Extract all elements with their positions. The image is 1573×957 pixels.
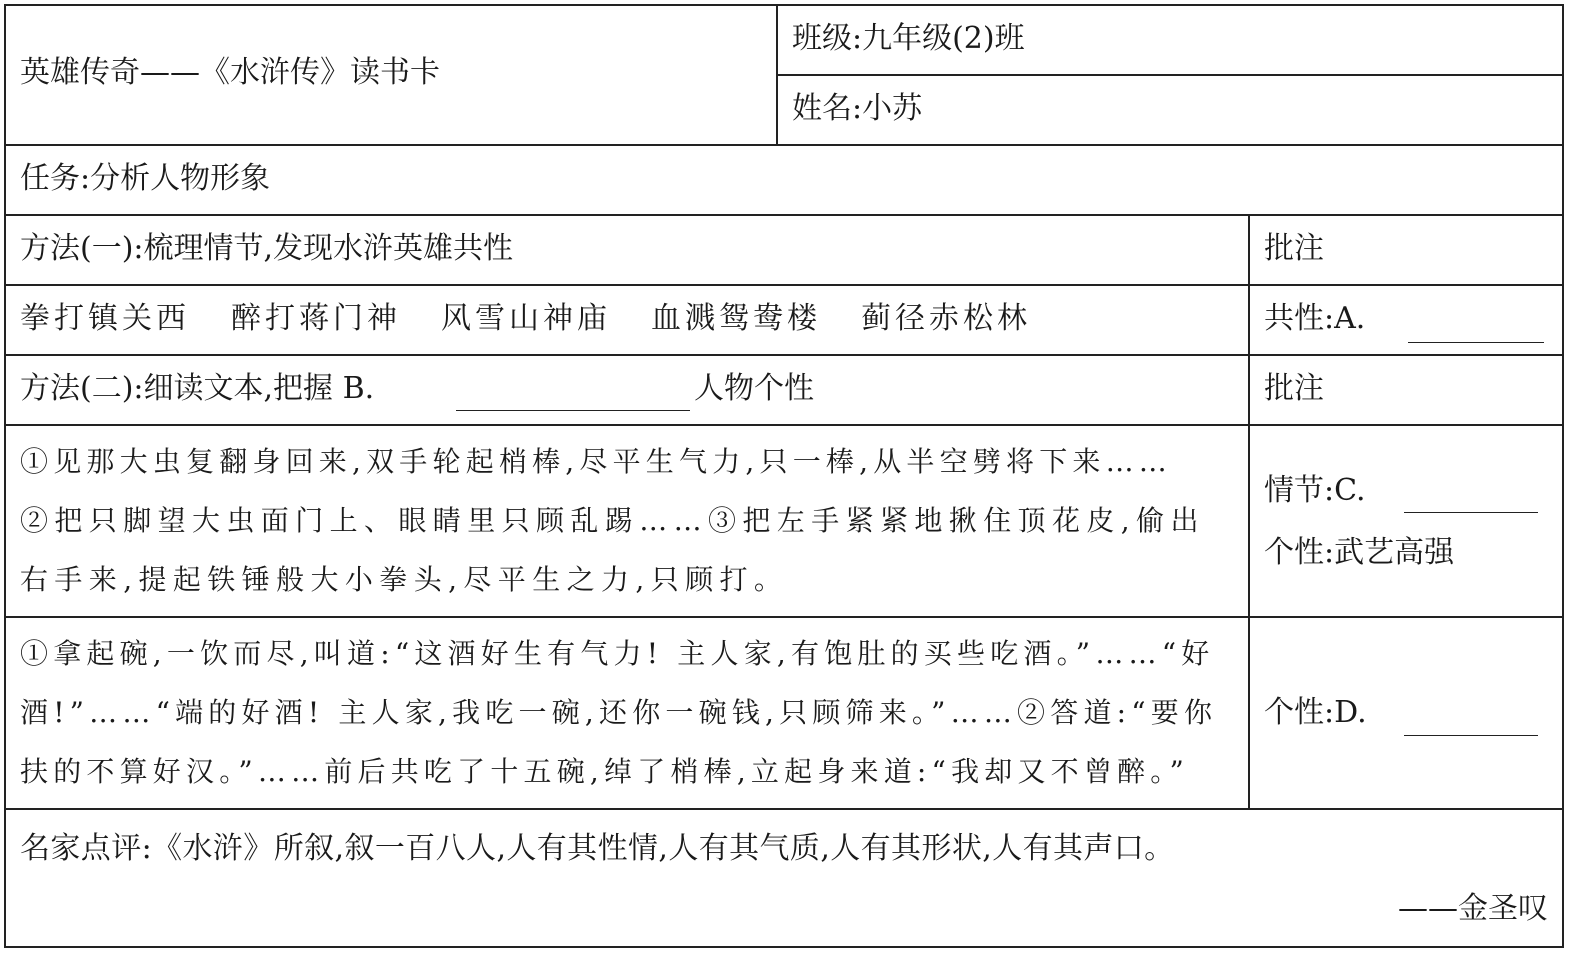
passage-line: ①见那大虫复翻身回来,双手轮起梢棒,尽平生气力,只一棒,从半空劈将下来…… bbox=[20, 445, 1173, 478]
divider-line bbox=[776, 74, 1564, 76]
plot-item: 风雪山神庙 bbox=[441, 301, 611, 336]
answer-blank-b bbox=[456, 410, 690, 411]
passage-line: 扶的不算好汉。”……前后共吃了十五碗,绰了梢棒,立起身来道:“我却又不曾醉。” bbox=[20, 755, 1189, 788]
answer-blank-d bbox=[1404, 735, 1538, 736]
divider-line bbox=[776, 6, 778, 144]
divider-line bbox=[6, 284, 1564, 286]
passage-line: 右手来,提起铁锤般大小拳头,尽平生之力,只顾打。 bbox=[20, 563, 789, 596]
divider-line bbox=[6, 354, 1564, 356]
card-title: 英雄传奇——《水浒传》读书卡 bbox=[20, 55, 440, 90]
commonality-label: 共性:A. bbox=[1264, 301, 1366, 336]
passage-line: 酒!”……“端的好酒! 主人家,我吃一碗,还你一碗钱,只顾筛来。”……②答道:“要你 bbox=[20, 696, 1218, 729]
plot-label: 情节:C. bbox=[1264, 473, 1366, 508]
plot-item: 拳打镇关西 bbox=[20, 301, 190, 336]
method2-heading: 方法(二):细读文本,把握 B. bbox=[20, 371, 375, 406]
note-heading: 批注 bbox=[1264, 371, 1324, 406]
divider-line bbox=[6, 424, 1564, 426]
plot-item: 醉打蒋门神 bbox=[231, 301, 401, 336]
method1-heading: 方法(一):梳理情节,发现水浒英雄共性 bbox=[20, 231, 514, 266]
plot-item: 血溅鸳鸯楼 bbox=[651, 301, 821, 336]
passage-line: ①拿起碗,一饮而尽,叫道:“这酒好生有气力! 主人家,有饱肚的买些吃酒。”……“好 bbox=[20, 637, 1215, 670]
answer-blank-a bbox=[1408, 342, 1544, 343]
divider-line bbox=[6, 144, 1564, 146]
passage-line: ②把只脚望大虫面门上、眼睛里只顾乱踢……③把左手紧紧地揪住顶花皮,偷出 bbox=[20, 504, 1205, 537]
divider-line bbox=[1248, 214, 1250, 808]
note-heading: 批注 bbox=[1264, 231, 1324, 266]
trait-label: 个性:D. bbox=[1264, 695, 1367, 730]
comment-author: ——金圣叹 bbox=[1398, 891, 1548, 926]
student-name: 姓名:小苏 bbox=[792, 91, 923, 126]
class-info: 班级:九年级(2)班 bbox=[792, 21, 1025, 56]
task-heading: 任务:分析人物形象 bbox=[20, 161, 271, 196]
expert-comment: 名家点评:《水浒》所叙,叙一百八人,人有其性情,人有其气质,人有其形状,人有其声口。 bbox=[20, 831, 1175, 866]
method2-heading-end: 人物个性 bbox=[694, 371, 814, 406]
plot-item: 蓟径赤松林 bbox=[861, 301, 1031, 336]
trait-label: 个性:武艺高强 bbox=[1264, 535, 1455, 570]
reading-card bbox=[4, 4, 1564, 948]
divider-line bbox=[6, 616, 1564, 618]
divider-line bbox=[6, 214, 1564, 216]
answer-blank-c bbox=[1404, 512, 1538, 513]
divider-line bbox=[6, 808, 1564, 810]
